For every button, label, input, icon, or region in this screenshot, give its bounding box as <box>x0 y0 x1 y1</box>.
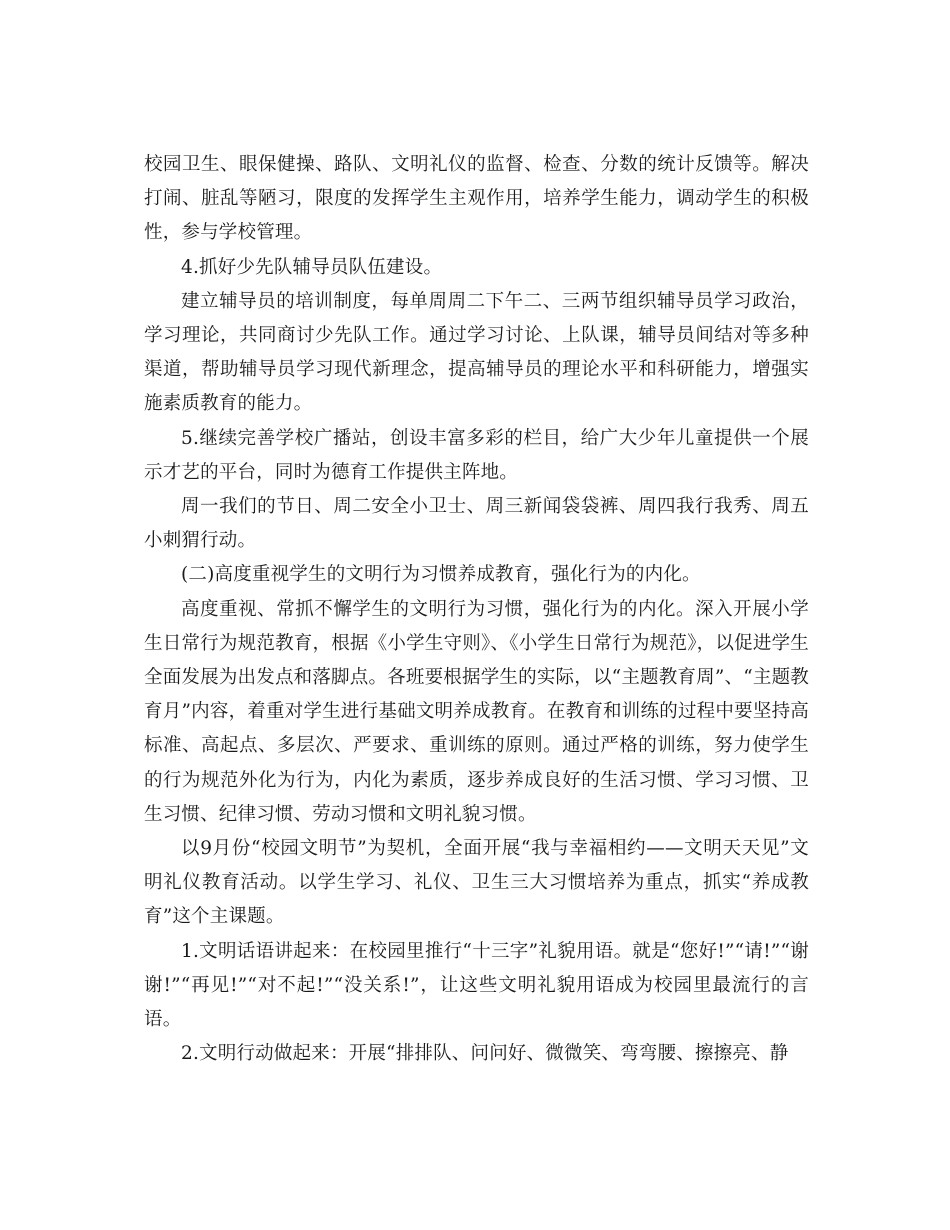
paragraph-10: 2.文明行动做起来：开展“排排队、问问好、微微笑、弯弯腰、擦擦亮、静 <box>181 1043 789 1065</box>
paragraph-5: 周一我们的节日、周二安全小卫士、周三新闻袋袋裤、周四我行我秀、周五小刺猬行动。 <box>144 496 809 552</box>
paragraph-3: 建立辅导员的培训制度，每单周周二下午二、三两节组织辅导员学习政治，学习理论，共同商讨少先队工作。通过学习讨论、上队课，辅导员间结对等多种渠道，帮助辅导员学习现代新理念，提高辅导员的理论水平和科研能力，增强实施素质教育的能力。 <box>144 290 809 415</box>
paragraph-8: 以9月份“校园文明节”为契机，全面开展“我与幸福相约——文明天天见”文明礼仪教育活动。以学生学习、礼仪、卫生三大习惯培养为重点，抓实“养成教育”这个主课题。 <box>144 838 809 928</box>
paragraph-4: 5.继续完善学校广播站，创设丰富多彩的栏目，给广大少年儿童提供一个展示才艺的平台，同时为德育工作提供主阵地。 <box>144 427 809 483</box>
paragraph-9: 1.文明话语讲起来：在校园里推行“十三字”礼貌用语。就是“您好!”“请!”“谢谢!”“再见!”“对不起!”“没关系!”，让这些文明礼貌用语成为校园里最流行的言语。 <box>144 940 809 1031</box>
paragraph-1: 校园卫生、眼保健操、路队、文明礼仪的监督、检查、分数的统计反馈等。解决打闹、脏乱等陋习，限度的发挥学生主观作用，培养学生能力，调动学生的积极性，参与学校管理。 <box>144 154 809 244</box>
paragraph-6: (二)高度重视学生的文明行为习惯养成教育，强化行为的内化。 <box>181 564 701 586</box>
document-body <box>144 148 809 1071</box>
paragraph-2: 4.抓好少先队辅导员队伍建设。 <box>181 256 443 278</box>
paragraph-7: 高度重视、常抓不懈学生的文明行为习惯，强化行为的内化。深入开展小学生日常行为规范教育，根据《小学生守则》、《小学生日常行为规范》，以促进学生全面发展为出发点和落脚点。各班要根据学生的实际，以“主题教育周”、“主题教育月”内容，着重对学生进行基础文明养成教育。在教育和训练的过程中要坚持高标准、高起点、多层次、严要求、重训练的原则。通过严格的训练，努力使学生的行为规范外化为行为，内化为素质，逐步养成良好的生活习惯、学习习惯、卫生习惯、纪律习惯、劳动习惯和文明礼貌习惯。 <box>144 598 809 825</box>
